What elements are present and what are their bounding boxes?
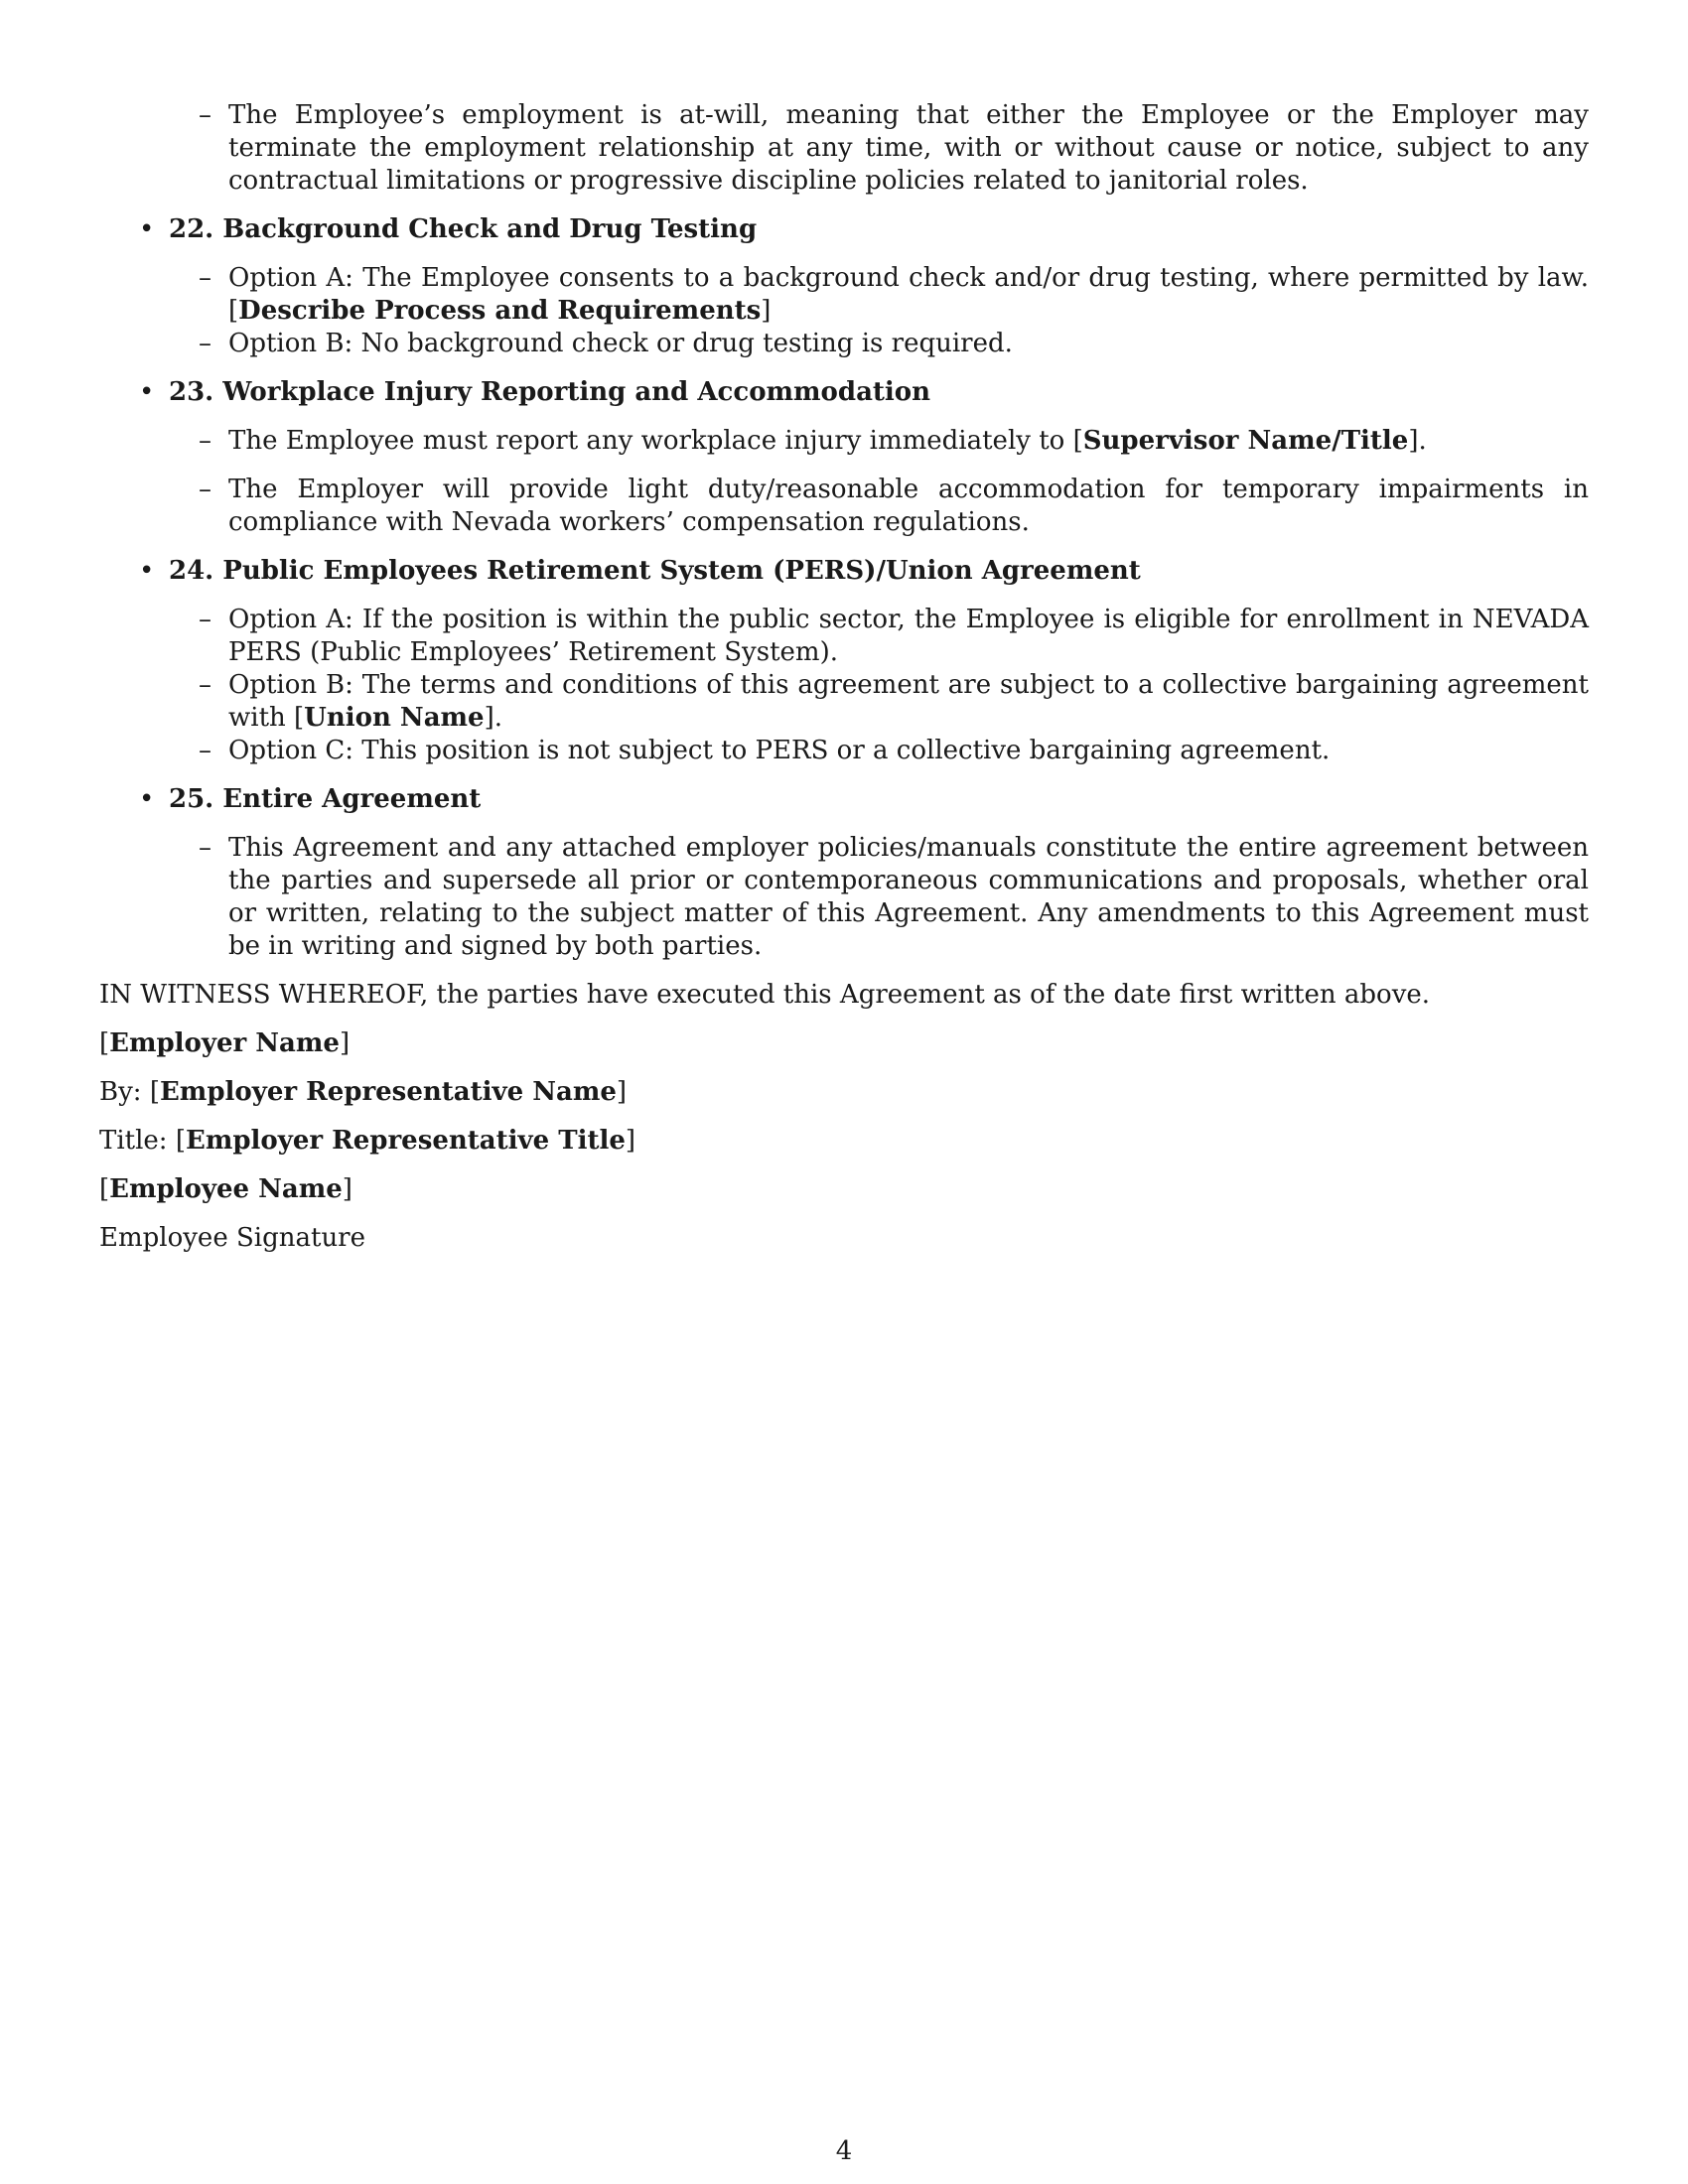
list-item: – The Employee must report any workplace injury immediately to [Supervisor Name/Title]. — [199, 426, 1427, 456]
item-text: The Employee’s employment is at-will, meaning that either the Employee or the Employer may terminate the employment relationship at any time, with or without cause or notice, subject to any contractual limitations or progressive discipline policies related to janitorial roles. — [228, 100, 1589, 196]
employer-name-line: [Employer Name] — [99, 1028, 351, 1058]
bullet-marker: • — [139, 784, 155, 814]
bullet-marker: • — [139, 377, 155, 407]
placeholder-field: Employer Name — [109, 1028, 340, 1058]
section-24 — [99, 555, 1589, 767]
title-line: Title: [Employer Representative Title] — [99, 1126, 636, 1156]
dash-marker: – — [199, 736, 211, 765]
dash-marker: – — [199, 426, 211, 456]
witness-clause: IN WITNESS WHEREOF, the parties have executed this Agreement as of the date first written above. — [99, 980, 1431, 1010]
section-heading: • 25. Entire Agreement — [139, 784, 482, 814]
list-item: – Option C: This position is not subject to PERS or a collective bargaining agreement. — [199, 736, 1331, 765]
page-number: 4 — [835, 2136, 853, 2166]
section-continuation — [99, 99, 1589, 198]
placeholder-field: Employer Representative Name — [159, 1077, 617, 1107]
section-22 — [99, 213, 1589, 360]
page-content — [99, 99, 1589, 1255]
bullet-marker: • — [139, 214, 155, 244]
list-item: – Option B: The terms and conditions of this agreement are subject to a collective bargaining agreement with [Union Name]. — [199, 670, 1589, 733]
section-25 — [99, 783, 1589, 963]
list-item: – Option A: If the position is within the public sector, the Employee is eligible for enrollment in NEVADA PERS (Public Employees’ Retirement System). — [199, 605, 1589, 667]
dash-marker: – — [199, 475, 211, 504]
dash-marker: – — [199, 670, 211, 700]
list-item: – Option A: The Employee consents to a background check and/or drug testing, where permitted by law. [Describe Process and Requirements] — [199, 263, 1589, 326]
bullet-marker: • — [139, 556, 155, 586]
section-heading: • 23. Workplace Injury Reporting and Accommodation — [139, 377, 931, 407]
dash-marker: – — [199, 100, 211, 130]
dash-marker: – — [199, 605, 211, 634]
dash-marker: – — [199, 329, 211, 358]
list-item: – Option B: No background check or drug testing is required. — [199, 329, 1013, 358]
employee-signature-label: Employee Signature — [99, 1223, 365, 1253]
section-heading: • 22. Background Check and Drug Testing — [139, 214, 758, 244]
employee-name-line: [Employee Name] — [99, 1174, 352, 1204]
section-23 — [99, 376, 1589, 539]
dash-marker: – — [199, 833, 211, 863]
placeholder-field: Union Name — [304, 703, 485, 733]
placeholder-field: Supervisor Name/Title — [1082, 426, 1409, 456]
list-item: – The Employer will provide light duty/reasonable accommodation for temporary impairments in compliance with Nevada workers’ compensation regulations. — [199, 475, 1589, 537]
section-heading: • 24. Public Employees Retirement System (PERS)/Union Agreement — [139, 556, 1141, 586]
by-line: By: [Employer Representative Name] — [99, 1077, 628, 1107]
placeholder-field: Employer Representative Title — [186, 1126, 626, 1156]
section-list — [99, 213, 1589, 963]
list-item: – This Agreement and any attached employer policies/manuals constitute the entire agreement between the parties and supersede all prior or contemporaneous communications and proposals, whether oral or written, relating to the subject matter of this Agreement. Any amendments to this Agreement must be in writing and signed by both parties. — [199, 833, 1589, 961]
placeholder-field: Employee Name — [109, 1174, 343, 1204]
list-item — [169, 99, 1589, 198]
dash-marker: – — [199, 263, 211, 293]
placeholder-field: Describe Process and Requirements — [238, 296, 762, 326]
